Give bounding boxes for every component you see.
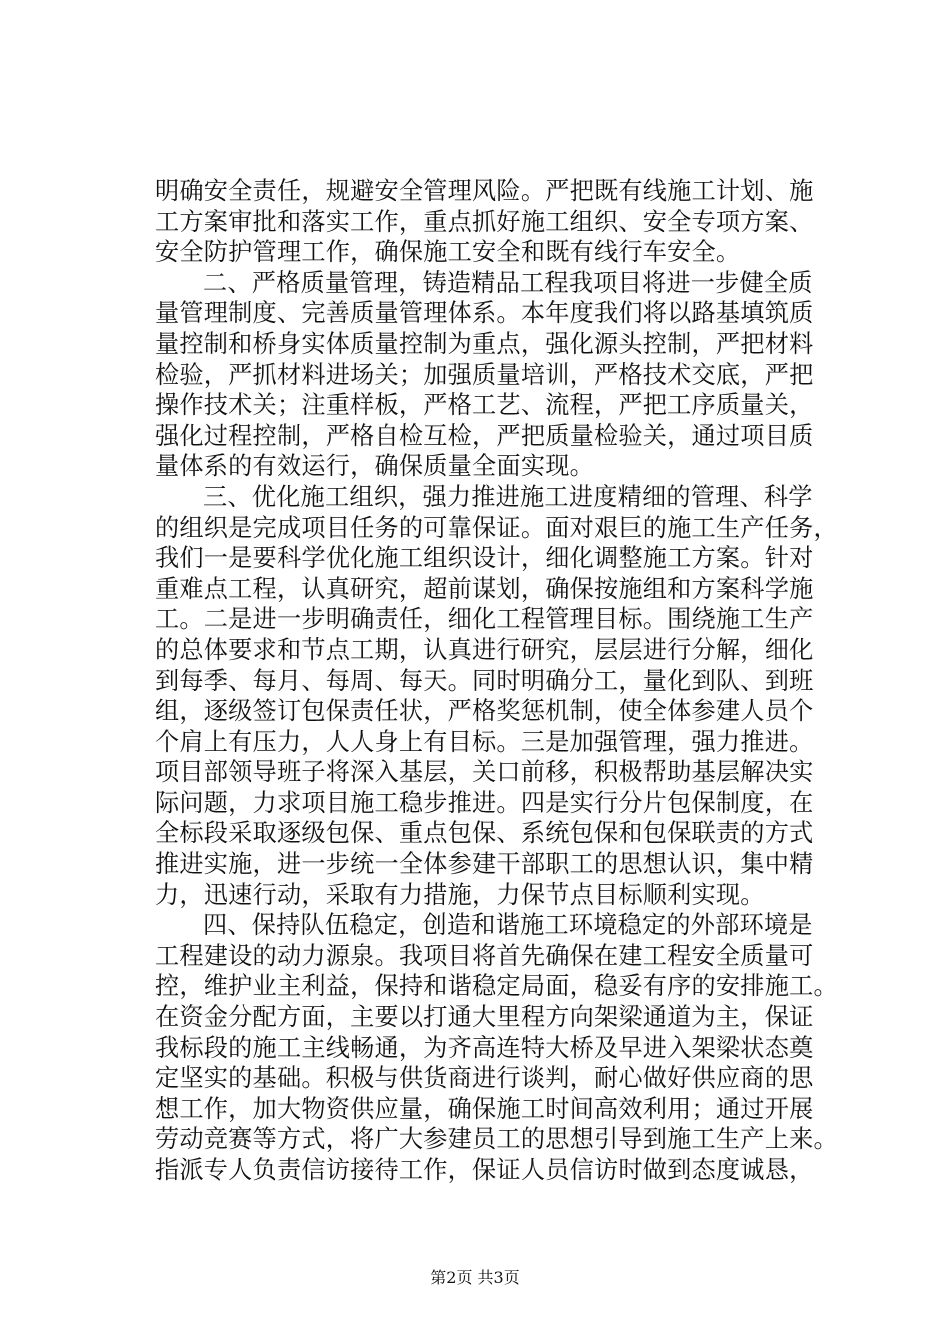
paragraph-first-line: 四、保持队伍稳定，创造和谐施工环境稳定的外部环境是	[203, 911, 813, 940]
text-line: 强化过程控制，严格自检互检，严把质量检验关，通过项目质	[155, 421, 814, 450]
document-body	[155, 176, 838, 1186]
text-line: 量管理制度、完善质量管理体系。本年度我们将以路基填筑质	[155, 299, 814, 328]
text-line: 控，维护业主利益，保持和谐稳定局面，稳妥有序的安排施工。	[155, 972, 838, 1001]
text-line: 量体系的有效运行，确保质量全面实现。	[155, 452, 594, 481]
text-line: 项目部领导班子将深入基层，关口前移，积极帮助基层解决实	[155, 758, 814, 787]
paragraph-first-line: 三、优化施工组织，强力推进施工进度精细的管理、科学	[203, 482, 813, 511]
text-line: 重难点工程，认真研究，超前谋划，确保按施组和方案科学施	[155, 574, 814, 603]
text-line: 全标段采取逐级包保、重点包保、系统包保和包保联责的方式	[155, 819, 814, 848]
text-line: 际问题，力求项目施工稳步推进。四是实行分片包保制度，在	[155, 788, 814, 817]
text-line: 工程建设的动力源泉。我项目将首先确保在建工程安全质量可	[155, 941, 814, 970]
text-line: 到每季、每月、每周、每天。同时明确分工，量化到队、到班	[155, 666, 814, 695]
text-line: 操作技术关；注重样板，严格工艺、流程，严把工序质量关，	[155, 391, 814, 420]
text-line: 安全防护管理工作，确保施工安全和既有线行车安全。	[155, 238, 741, 267]
text-line: 我标段的施工主线畅通，为齐高连特大桥及早进入架梁状态奠	[155, 1033, 814, 1062]
text-line: 我们一是要科学优化施工组织设计，细化调整施工方案。针对	[155, 544, 814, 573]
text-line: 想工作，加大物资供应量，确保施工时间高效利用；通过开展	[155, 1094, 814, 1123]
text-line: 的总体要求和节点工期，认真进行研究，层层进行分解，细化	[155, 635, 814, 664]
text-line: 明确安全责任，规避安全管理风险。严把既有线施工计划、施	[155, 177, 814, 205]
paragraph-first-line: 二、严格质量管理，铸造精品工程我项目将进一步健全质	[203, 268, 813, 297]
text-line: 工方案审批和落实工作，重点抓好施工组织、安全专项方案、	[155, 207, 814, 236]
text-line: 劳动竞赛等方式，将广大参建员工的思想引导到施工生产上来。	[155, 1125, 838, 1154]
text-line: 推进实施，进一步统一全体参建干部职工的思想认识，集中精	[155, 850, 814, 879]
text-line: 量控制和桥身实体质量控制为重点，强化源头控制，严把材料	[155, 329, 814, 358]
text-line: 个肩上有压力，人人身上有目标。三是加强管理，强力推进。	[155, 727, 814, 756]
text-line: 组，逐级签订包保责任状，严格奖惩机制，使全体参建人员个	[155, 697, 814, 726]
text-line: 在资金分配方面，主要以打通大里程方向架梁通道为主，保证	[155, 1003, 814, 1032]
text-line: 力，迅速行动，采取有力措施，力保节点目标顺利实现。	[155, 880, 765, 909]
text-line: 的组织是完成项目任务的可靠保证。面对艰巨的施工生产任务，	[155, 513, 838, 542]
text-line: 指派专人负责信访接待工作，保证人员信访时做到态度诚恳，	[155, 1156, 814, 1184]
page-footer: 第2页 共3页	[430, 1268, 520, 1287]
text-line: 检验，严抓材料进场关；加强质量培训，严格技术交底，严把	[155, 360, 814, 389]
text-line: 定坚实的基础。积极与供货商进行谈判，耐心做好供应商的思	[155, 1064, 814, 1093]
text-line: 工。二是进一步明确责任，细化工程管理目标。围绕施工生产	[155, 605, 814, 634]
